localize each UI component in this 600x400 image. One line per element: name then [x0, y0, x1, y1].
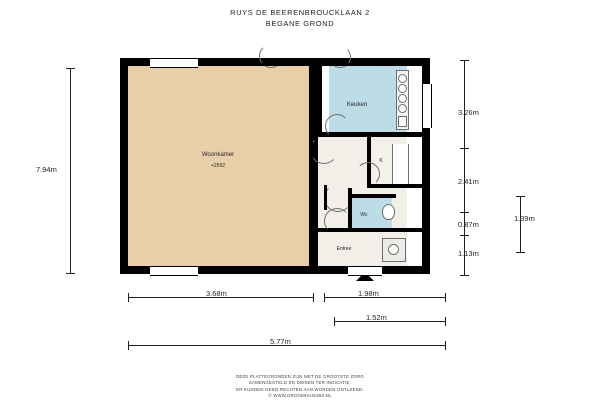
dimlabel-far-right: 1.39m — [514, 214, 535, 223]
door-arc-kast — [356, 162, 380, 186]
dimline-left — [70, 68, 71, 273]
dimlabel-right-top: 3.26m — [458, 108, 479, 117]
dimline-bottom-right — [324, 297, 445, 298]
dimlabel-bottom-right: 1.98m — [358, 289, 379, 298]
door-leaf-kitchen-exterior — [329, 63, 349, 66]
dimlabel-bottom-total: 5.77m — [270, 337, 291, 346]
dimtick — [66, 273, 75, 274]
hob-burner-icon — [398, 84, 407, 93]
front-door-opening — [348, 266, 382, 276]
door-leaf-entree — [324, 229, 348, 232]
wall-kitchen-left — [318, 66, 322, 132]
dimtick — [66, 68, 75, 69]
page-title: RUYS DE BEERENBROUCKLAAN 2 — [230, 8, 370, 17]
label-kast: K — [379, 158, 383, 164]
door-arc-keuken — [325, 114, 349, 138]
label-woonkamer: Woonkamer — [201, 152, 235, 158]
dimtick — [445, 317, 446, 326]
dimtick — [460, 212, 469, 213]
dimlabel-right-small: 0.87m — [458, 220, 479, 229]
dimtick — [460, 148, 469, 149]
dimtick — [128, 341, 129, 350]
door-arc-woonkamer — [310, 136, 338, 164]
window-right — [422, 84, 432, 128]
dimline-right — [464, 60, 465, 275]
dimtick — [128, 293, 129, 302]
hob-burner-icon — [398, 94, 407, 103]
disclaimer-line-3: ER KUNNEN GEEN RECHTEN AAN WORDEN ONTLEEND. — [236, 386, 364, 392]
wall-closet-bottom — [367, 184, 430, 188]
stair-stringer — [392, 144, 408, 184]
wall-interior-vertical — [309, 58, 318, 274]
dimtick — [324, 293, 325, 302]
dimlabel-right-bottom: 1.13m — [458, 249, 479, 258]
wall-wc-top — [348, 194, 396, 198]
door-leaf-woonkamer — [310, 137, 313, 163]
label-woonkamer-area: +2592 — [210, 163, 226, 169]
disclaimer-line-4: © WWW.DROOMHUIS360.NL — [268, 393, 332, 399]
hob-burner-icon — [398, 74, 407, 83]
fixture-icon — [388, 244, 399, 255]
dimtick — [516, 196, 525, 197]
dimtick — [445, 293, 446, 302]
dimtick — [460, 60, 469, 61]
page-subtitle: BEGANE GROND — [265, 19, 335, 28]
sink-basin-icon — [398, 104, 407, 113]
door-leaf-terrace — [259, 63, 281, 66]
disclaimer — [0, 374, 600, 400]
dimtick — [460, 275, 469, 276]
dimtick — [460, 235, 469, 236]
window-top — [150, 58, 198, 68]
door-leaf-wc — [324, 185, 327, 210]
dimlabel-bottom-left: 3.68m — [206, 289, 227, 298]
dimtick — [313, 293, 314, 302]
disclaimer-line-1: DEZE PLATTEGRONDEN ZIJN MET DE GROOTSTE ZORG — [235, 374, 365, 379]
dimline-far-right — [520, 196, 521, 252]
window-bottom — [150, 266, 198, 276]
label-keuken: Keuken — [346, 102, 368, 108]
disclaimer-line-2: SAMENGESTELD EN DIENEN TER INDICATIE. — [248, 380, 352, 386]
toilet-icon — [382, 204, 395, 220]
dimtick — [445, 341, 446, 350]
wall-left — [120, 58, 128, 274]
dimtick — [334, 317, 335, 326]
label-wc: Wc — [360, 212, 368, 218]
floorplan-drawing — [120, 58, 450, 274]
dimline-bottom-inner — [334, 321, 445, 322]
label-entree: Entree — [336, 246, 352, 252]
kitchen-cabinet — [398, 116, 407, 127]
dimlabel-bottom-inner: 1.52m — [366, 313, 387, 322]
dimlabel-right-mid: 2.41m — [458, 177, 479, 186]
dimtick — [516, 252, 525, 253]
dimlabel-left-total: 7.94m — [36, 165, 57, 174]
